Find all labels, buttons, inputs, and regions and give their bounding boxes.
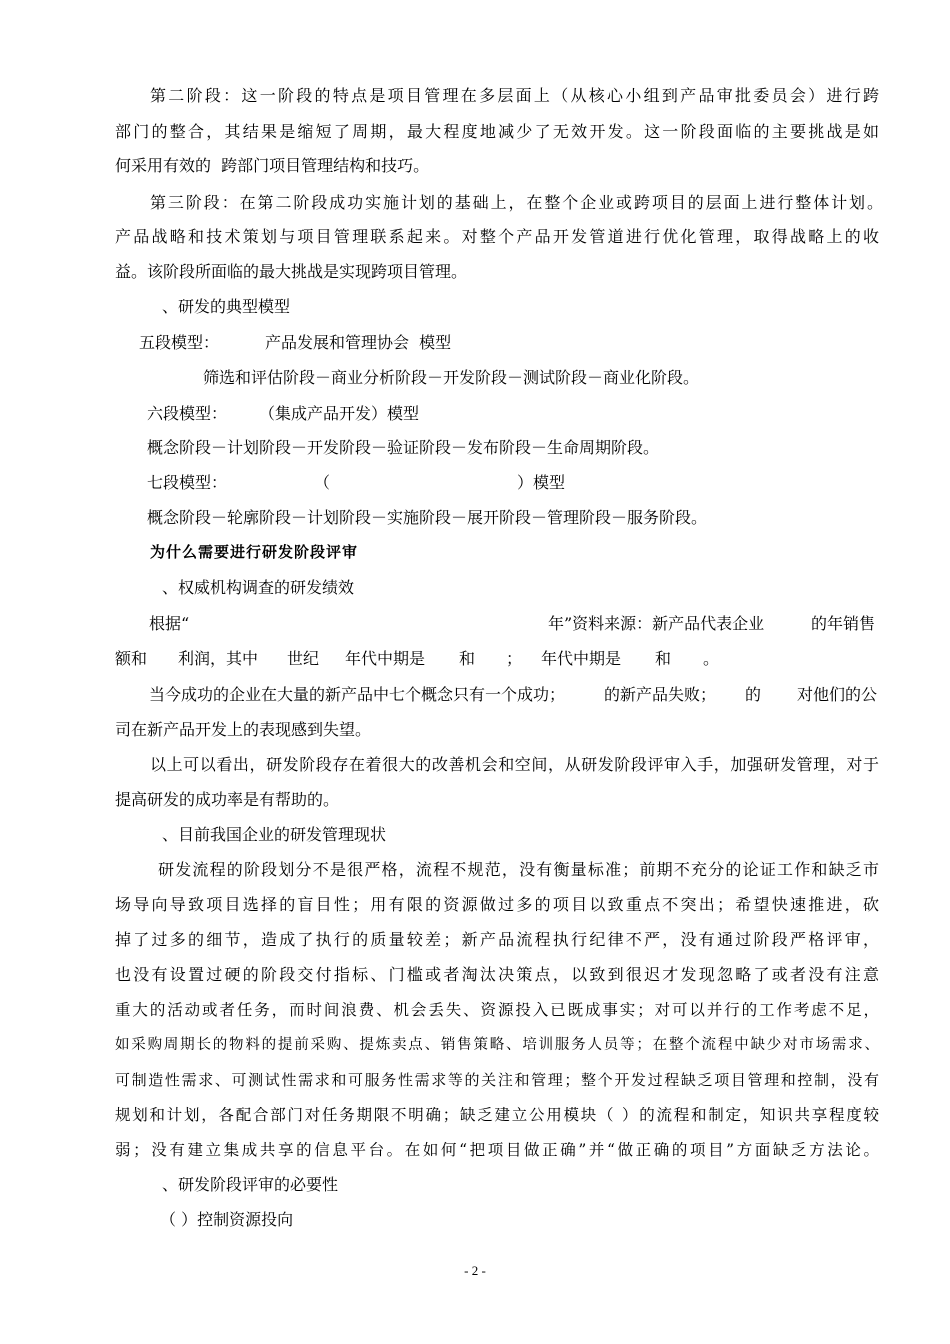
paragraph-line: 第二阶段：这一阶段的特点是项目管理在多层面上（从核心小组到产品审批委员会）进行跨 (150, 86, 879, 105)
model-name-open: （ (314, 473, 331, 492)
model-stages: 筛选和评估阶段－商业分析阶段－开发阶段－测试阶段－商业化阶段。 (203, 368, 700, 387)
text-fragment: 和 (459, 649, 476, 668)
paragraph-line: 产品战略和技术策划与项目管理联系起来。对整个产品开发管道进行优化管理，取得战略上的收 (115, 227, 879, 246)
paragraph-line: 弱；没有建立集成共享的信息平台。在如何“把项目做正确”并“做正确的项目”方面缺乏方法论。 (115, 1141, 879, 1159)
model-name: （集成产品开发）模型 (259, 404, 420, 423)
text-fragment: 当今成功的企业在大量的新产品中七个概念只有一个成功； (149, 685, 566, 704)
model-stages: 概念阶段－轮廓阶段－计划阶段－实施阶段－展开阶段－管理阶段－服务阶段。 (147, 508, 708, 527)
section-heading: 、研发的典型模型 (162, 297, 291, 316)
model-name-close: ）模型 (517, 473, 566, 492)
section-heading: 、研发阶段评审的必要性 (162, 1175, 339, 1194)
model-name: 产品发展和管理协会 模型 (265, 333, 452, 352)
paragraph-line: 第三阶段：在第二阶段成功实施计划的基础上，在整个企业或跨项目的层面上进行整体计划。 (150, 193, 883, 212)
paragraph-line: 如采购周期长的物料的提前采购、提炼卖点、销售策略、培训服务人员等；在整个流程中缺少对市场需求、 (115, 1037, 879, 1053)
text-fragment: 对他们的公 (797, 685, 878, 704)
text-fragment: 年代中期是 (541, 649, 622, 668)
chapter-heading: 为什么需要进行研发阶段评审 (150, 543, 359, 561)
text-fragment: 的年销售 (811, 614, 876, 633)
paragraph-line: 益。该阶段所面临的最大挑战是实现跨项目管理。 (115, 262, 468, 281)
text-fragment: 世纪 (287, 649, 320, 668)
text-fragment: 利润，其中 (178, 649, 259, 668)
text-fragment: 的 (745, 685, 762, 704)
paragraph-line: 也没有设置过硬的阶段交付指标、门槛或者淘汰决策点，以致到很迟才发现忽略了或者没有注意 (115, 965, 879, 984)
text-fragment: 年代中期是 (345, 649, 426, 668)
text-fragment: 。 (703, 649, 720, 668)
model-label: 七段模型： (147, 473, 228, 492)
paragraph-line: 研发流程的阶段划分不是很严格，流程不规范，没有衡量标准；前期不充分的论证工作和缺乏市 (158, 860, 879, 879)
subsection-heading: （ ）控制资源投向 (160, 1210, 294, 1229)
text-fragment: ； (506, 649, 523, 668)
paragraph-line: 场导向导致项目选择的盲目性；用有限的资源做过多的项目以致重点不突出；希望快速推进，砍 (115, 895, 879, 914)
section-heading: 、权威机构调查的研发绩效 (162, 578, 355, 597)
paragraph-line: 规划和计划，各配合部门对任务期限不明确；缺乏建立公用模块（ ）的流程和制定，知识共享程度较 (115, 1106, 879, 1124)
paragraph-line: 掉了过多的细节，造成了执行的质量较差；新产品流程执行纪律不严，没有通过阶段严格评审， (115, 930, 879, 949)
section-heading: 、目前我国企业的研发管理现状 (162, 825, 387, 844)
paragraph-line: 部门的整合，其结果是缩短了周期，最大程度地减少了无效开发。这一阶段面临的主要挑战是如 (115, 122, 879, 141)
model-stages: 概念阶段－计划阶段－开发阶段－验证阶段－发布阶段－生命周期阶段。 (147, 438, 660, 457)
text-fragment: 额和 (115, 649, 148, 668)
text-fragment: 和 (655, 649, 672, 668)
paragraph-line: 以上可以看出，研发阶段存在着很大的改善机会和空间，从研发阶段评审入手，加强研发管理，对于 (150, 755, 879, 774)
text-fragment: 年”资料来源：新产品代表企业 (548, 614, 765, 633)
paragraph-line: 可制造性需求、可测试性需求和可服务性需求等的关注和管理；整个开发过程缺乏项目管理和控制，没有 (115, 1071, 879, 1089)
paragraph-line: 何采用有效的 跨部门项目管理结构和技巧。 (115, 156, 430, 175)
model-label: 五段模型： (139, 333, 220, 352)
text-fragment: 的新产品失败； (604, 685, 717, 704)
model-label: 六段模型： (147, 404, 228, 423)
text-fragment: 根据“ (149, 614, 190, 633)
paragraph-line: 提高研发的成功率是有帮助的。 (115, 790, 340, 809)
paragraph-line: 重大的活动或者任务，而时间浪费、机会丢失、资源投入已既成事实；对可以并行的工作考虑不足， (115, 1001, 879, 1019)
paragraph-line: 司在新产品开发上的表现感到失望。 (115, 720, 372, 739)
page-number: - 2 - (464, 1263, 486, 1278)
